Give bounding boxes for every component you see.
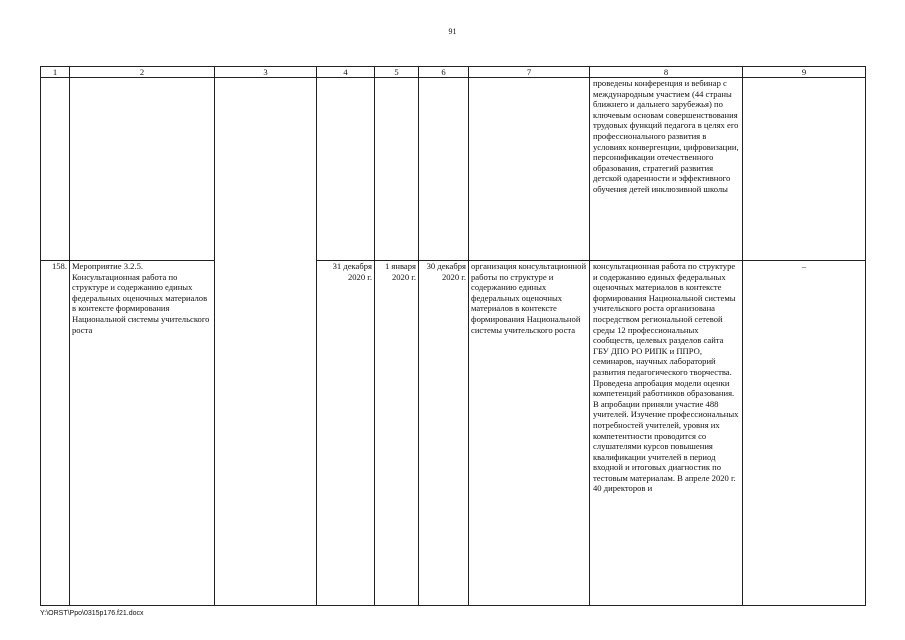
cell-result-plan	[469, 78, 590, 261]
cell-result-fact: проведены конференция и вебинар с международным участием (44 страны ближнего и дальнего зарубежья) по ключевым основам совершенствования трудовых функций педагога в целях его профессионального развития в условиях конвергенции, цифровизации, персонификации отечественного образования, стратегий развития детской одаренности и эффективного обучения детей инклюзивной школы	[590, 78, 743, 261]
column-header: 9	[743, 67, 866, 78]
column-header: 8	[590, 67, 743, 78]
table-row-continued	[41, 78, 866, 261]
cell-note	[743, 78, 866, 261]
cell-event	[70, 78, 215, 261]
cell-note: –	[743, 261, 866, 606]
cell-date-plan: 31 декабря 2020 г.	[317, 261, 375, 606]
column-number-row	[41, 67, 866, 78]
cell-event: Мероприятие 3.2.5. Консультационная работа по структуре и содержанию единых федеральных оценочных материалов в контексте формирования Национальной системы учительского роста	[70, 261, 215, 606]
report-table	[40, 66, 866, 606]
cell-date-end: 30 декабря 2020 г.	[419, 261, 469, 606]
column-header: 6	[419, 67, 469, 78]
page-number: 91	[448, 27, 457, 36]
column-header: 1	[41, 67, 70, 78]
column-header: 3	[215, 67, 317, 78]
cell-responsible	[215, 78, 317, 606]
cell-result-fact: консультационная работа по структуре и содержанию единых федеральных оценочных материалов в контексте формирования Национальной системы учительского роста организована посредством региональной сетевой среды 12 профессиональных сообществ, целевых разделов сайта ГБУ ДПО РО РИПК и ППРО, семинаров, научных лабораторий развития педагогического творчества. Проведена апробация модели оценки компетенций работников образования. В апробации приняли участие 488 учителей. Изучение профессиональных потребностей учителей, уровня их компетентности проводится со слушателями курсов повышения квалификации учителей в период входной и итоговых диагностик по тестовым материалам. В апреле 2020 г. 40 директоров и	[590, 261, 743, 606]
table-row-158	[41, 261, 866, 606]
file-path-footer: Y:\ORST\Ppo\0315p176.f21.docx	[40, 610, 144, 617]
cell-date-end	[419, 78, 469, 261]
column-header: 2	[70, 67, 215, 78]
cell-date-plan	[317, 78, 375, 261]
cell-number	[41, 78, 70, 261]
cell-result-plan: организация консультационной работы по структуре и содержанию единых федеральных оценочных материалов в контексте формирования Национальной системы учительского роста	[469, 261, 590, 606]
column-header: 7	[469, 67, 590, 78]
column-header: 4	[317, 67, 375, 78]
cell-date-start	[375, 78, 419, 261]
column-header: 5	[375, 67, 419, 78]
cell-date-start: 1 января 2020 г.	[375, 261, 419, 606]
cell-number: 158.	[41, 261, 70, 606]
